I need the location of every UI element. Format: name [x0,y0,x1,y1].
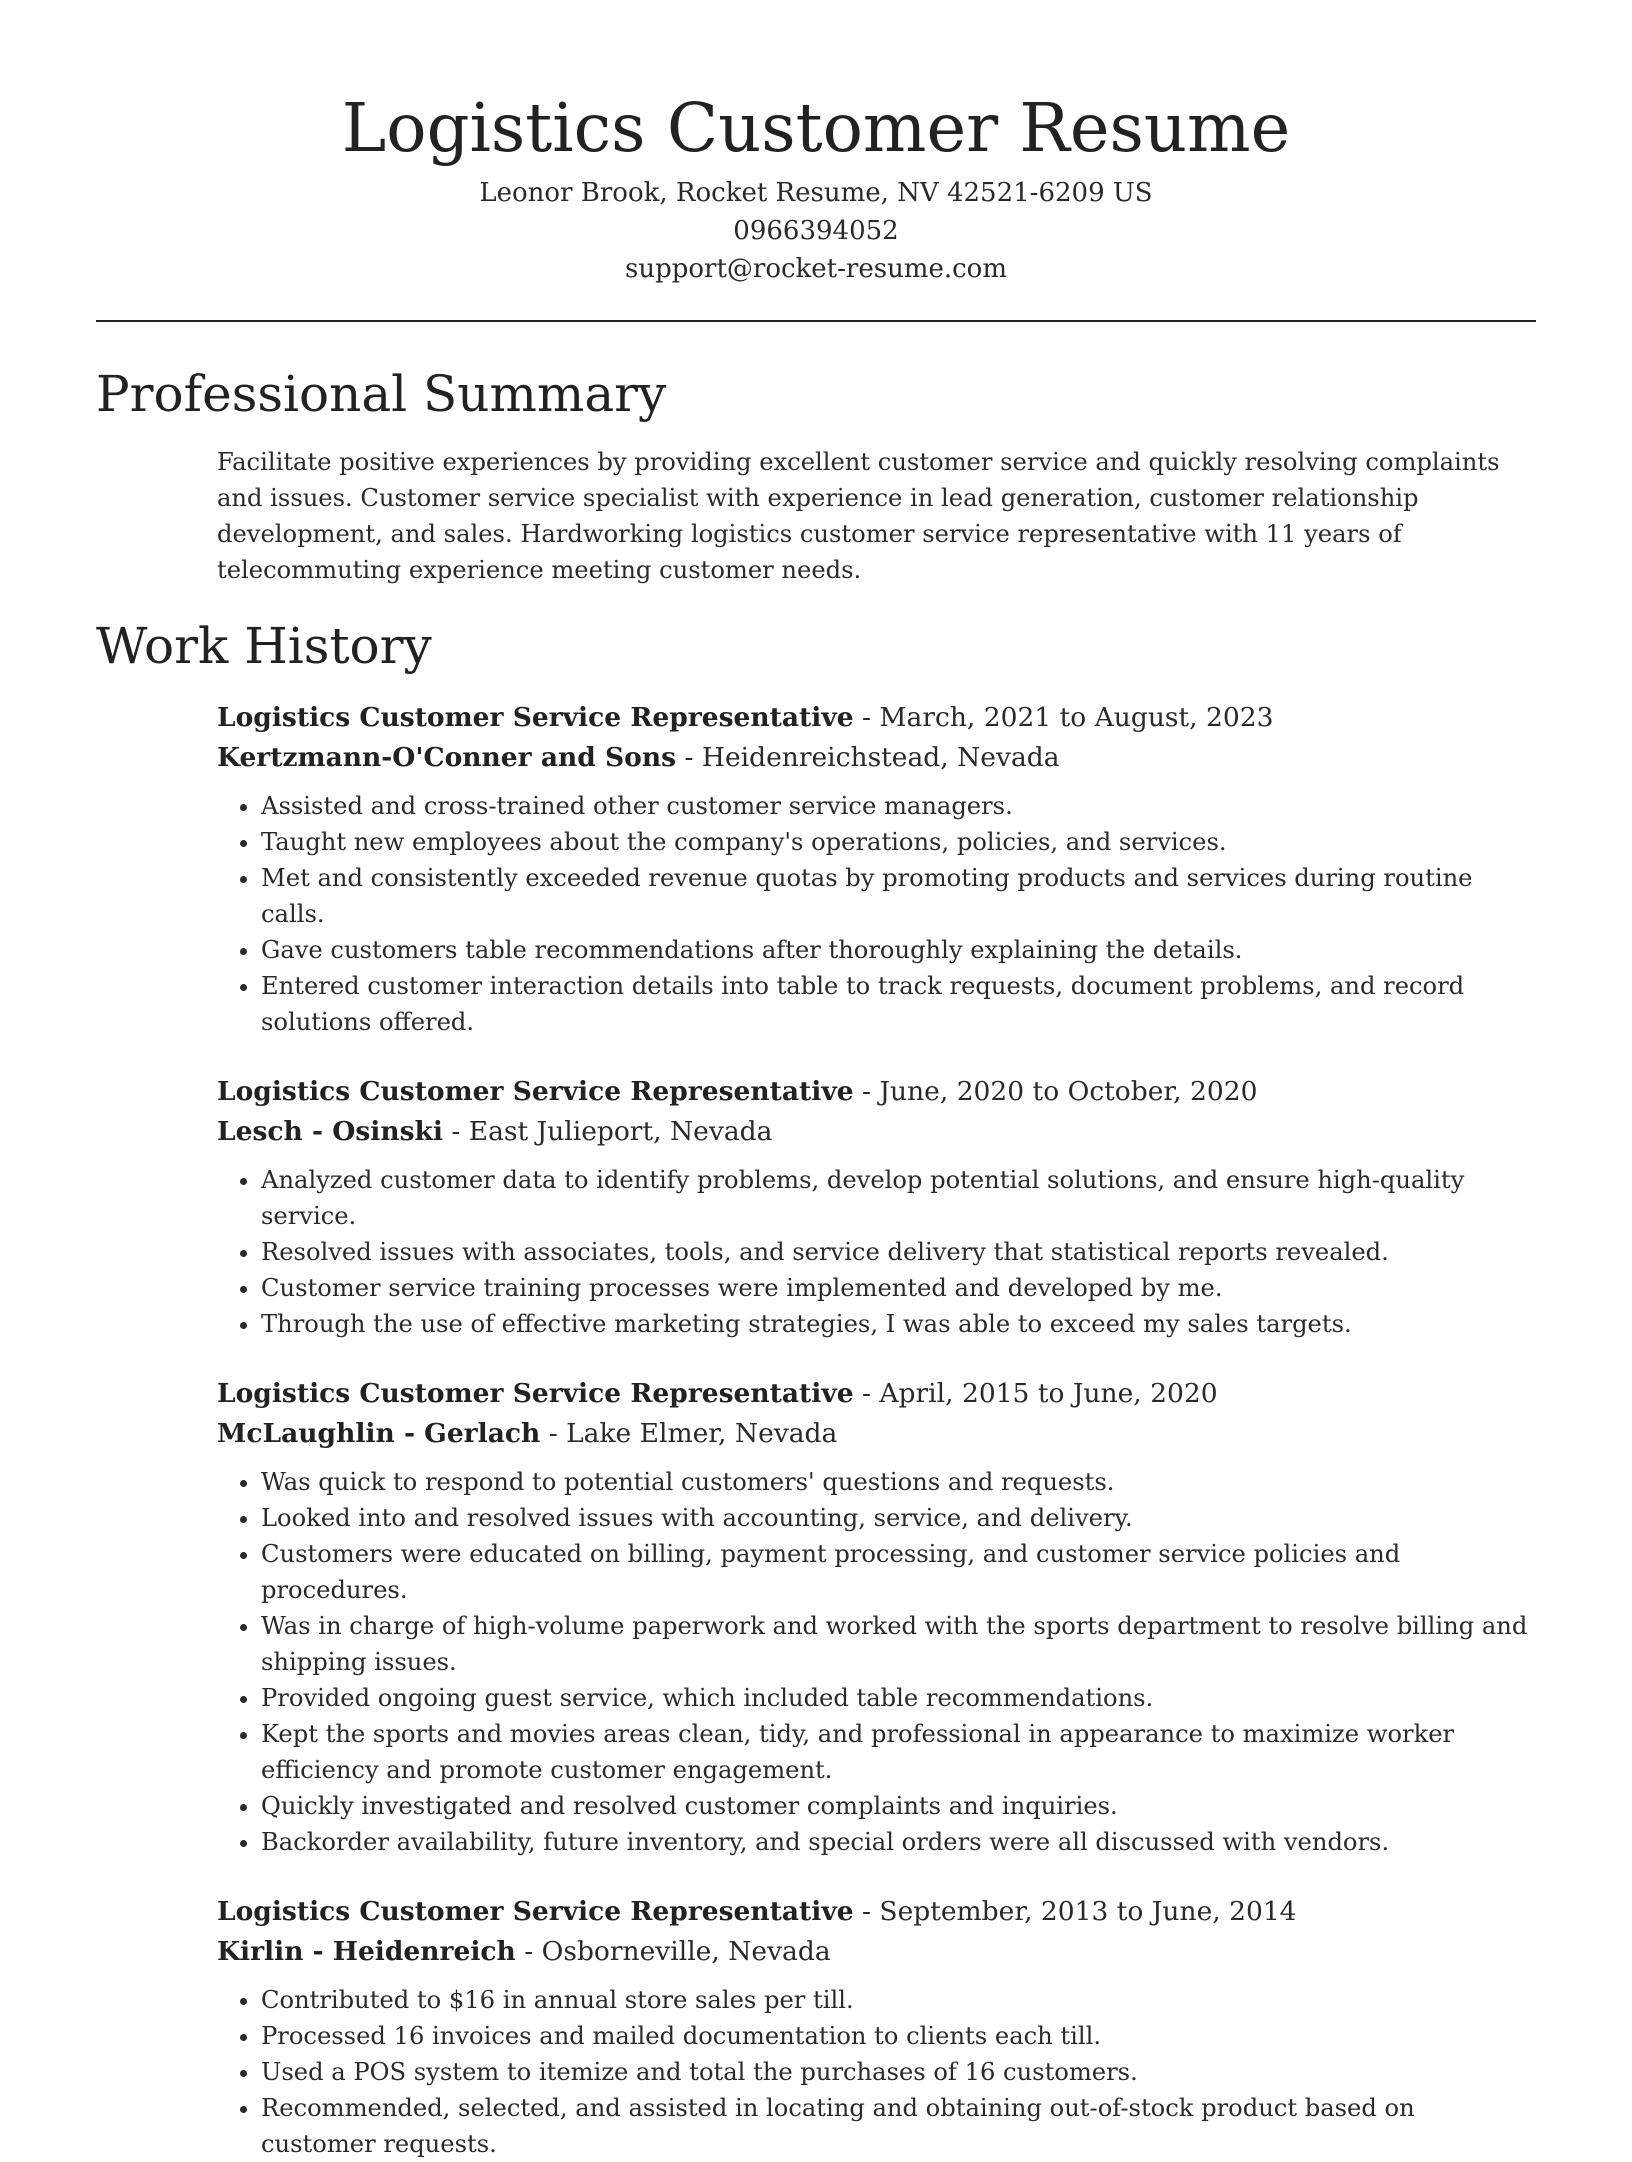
header-divider [96,320,1536,322]
list-item: • Was in charge of high-volume paperwork and worked with the sports department to resolve billing and shipping issues. [261,1608,1536,1680]
job-bullets [217,1982,1536,2162]
list-item: • Analyzed customer data to identify problems, develop potential solutions, and ensure high-quality service. [261,1162,1536,1234]
list-item: • Provided ongoing guest service, which included table recommendations. [261,1680,1536,1716]
job-dates: - September, 2013 to June, 2014 [853,1896,1297,1927]
job-title-line [217,698,1536,738]
list-item: • Recommended, selected, and assisted in locating and obtaining out-of-stock product based on customer requests. [261,2090,1536,2162]
list-item: • Met and consistently exceeded revenue quotas by promoting products and services during routine calls. [261,860,1536,932]
work-history-heading: Work History [96,617,432,675]
list-item: • Taught new employees about the company's operations, policies, and services. [261,824,1536,860]
job-entry [217,1892,1536,2162]
list-item: • Assisted and cross-trained other customer service managers. [261,788,1536,824]
list-item: • Contributed to $16 in annual store sales per till. [261,1982,1536,2018]
list-item: • Backorder availability, future inventory, and special orders were all discussed with vendors. [261,1824,1536,1860]
contact-address: Leonor Brook, Rocket Resume, NV 42521-6209 US [479,178,1153,208]
job-bullets [217,1464,1536,1860]
job-company: McLaughlin - Gerlach [217,1418,541,1449]
job-location: - East Julieport, Nevada [442,1116,773,1147]
list-item: • Customer service training processes were implemented and developed by me. [261,1270,1536,1306]
job-entry [217,1374,1536,1860]
job-company-line [217,1112,1536,1152]
contact-email: support@rocket-resume.com [624,254,1007,284]
job-company: Lesch - Osinski [217,1116,443,1147]
job-company: Kertzmann-O'Conner and Sons [217,742,677,773]
job-role: Logistics Customer Service Representative [217,1378,854,1409]
list-item: • Through the use of effective marketing strategies, I was able to exceed my sales targets. [261,1306,1536,1342]
job-dates: - March, 2021 to August, 2023 [853,702,1274,733]
job-location: - Osborneville, Nevada [515,1936,831,1967]
job-dates: - June, 2020 to October, 2020 [853,1076,1258,1107]
summary-text: Facilitate positive experiences by providing excellent customer service and quickly resolving complaints and issues. Customer service specialist with experience in lead generation, customer relationship development, and sales. Hardworking logistics customer service representative with 11 years of telecommuting experience meeting customer needs. [217,448,1500,584]
job-bullets [217,1162,1536,1342]
list-item: • Quickly investigated and resolved customer complaints and inquiries. [261,1788,1536,1824]
list-item: • Was quick to respond to potential customers' questions and requests. [261,1464,1536,1500]
list-item: • Kept the sports and movies areas clean, tidy, and professional in appearance to maximize worker efficiency and promote customer engagement. [261,1716,1536,1788]
list-item: • Looked into and resolved issues with accounting, service, and delivery. [261,1500,1536,1536]
summary-heading: Professional Summary [96,365,667,423]
job-entry [217,698,1536,1040]
job-role: Logistics Customer Service Representative [217,1896,854,1927]
list-item: • Entered customer interaction details into table to track requests, document problems, and record solutions offered. [261,968,1536,1040]
job-company-line [217,1414,1536,1454]
list-item: • Gave customers table recommendations after thoroughly explaining the details. [261,932,1536,968]
resume-page [96,0,1536,2162]
job-title-line [217,1892,1536,1932]
contact-phone: 0966394052 [733,216,899,246]
job-location: - Heidenreichstead, Nevada [676,742,1060,773]
job-title-line [217,1072,1536,1112]
job-company-line [217,1932,1536,1972]
resume-title: Logistics Customer Resume [341,89,1291,167]
job-bullets [217,788,1536,1040]
list-item: • Used a POS system to itemize and total the purchases of 16 customers. [261,2054,1536,2090]
job-entry [217,1072,1536,1342]
job-company-line [217,738,1536,778]
job-company: Kirlin - Heidenreich [217,1936,516,1967]
job-role: Logistics Customer Service Representative [217,1076,854,1107]
job-role: Logistics Customer Service Representative [217,702,854,733]
job-title-line [217,1374,1536,1414]
contact-block [96,174,1536,288]
list-item: • Resolved issues with associates, tools, and service delivery that statistical reports revealed. [261,1234,1536,1270]
list-item: • Processed 16 invoices and mailed documentation to clients each till. [261,2018,1536,2054]
list-item: • Customers were educated on billing, payment processing, and customer service policies and procedures. [261,1536,1536,1608]
job-dates: - April, 2015 to June, 2020 [853,1378,1218,1409]
job-location: - Lake Elmer, Nevada [540,1418,838,1449]
